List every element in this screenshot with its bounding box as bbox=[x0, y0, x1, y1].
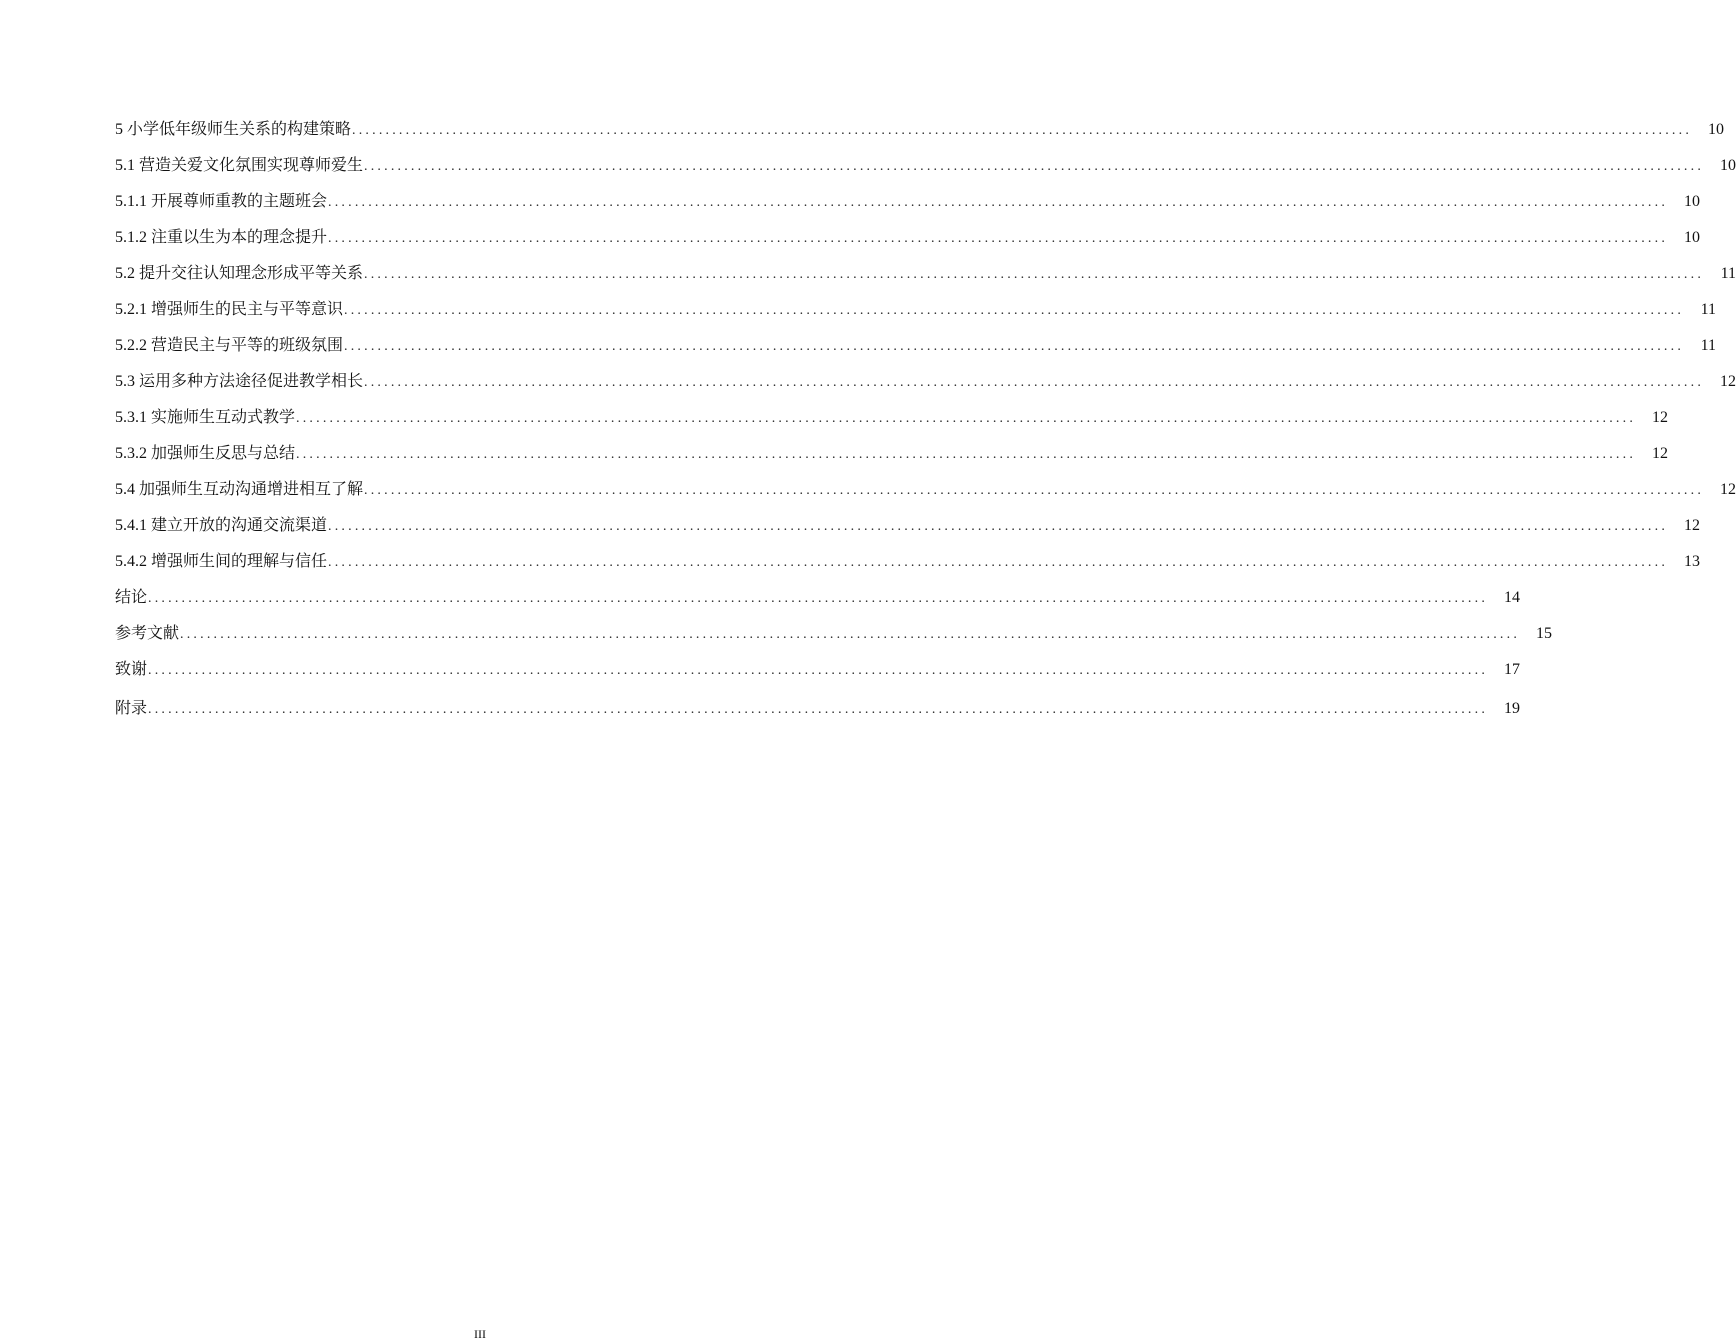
dot-leader: ........................................................................................................................................................................................................ bbox=[148, 663, 1489, 678]
toc-entry-label: 5.3 运用多种方法途径促进教学相长 bbox=[115, 373, 364, 390]
dot-leader: ........................................................................................................................................................................................................ bbox=[364, 267, 1705, 282]
dot-leader: ........................................................................................................................................................................................................ bbox=[352, 123, 1693, 138]
toc-entry-label: 5.3.2 加强师生反思与总结 bbox=[115, 445, 296, 462]
dot-leader: ........................................................................................................................................................................................................ bbox=[364, 375, 1705, 390]
toc-entry-page: 10 bbox=[1720, 157, 1736, 174]
dot-leader: ........................................................................................................................................................................................................ bbox=[148, 702, 1489, 717]
toc-entry-label: 5.4.2 增强师生间的理解与信任 bbox=[115, 553, 328, 570]
dot-leader: ........................................................................................................................................................................................................ bbox=[148, 591, 1489, 606]
toc-entry-label: 5.1.2 注重以生为本的理念提升 bbox=[115, 229, 328, 246]
toc-entry-page: 10 bbox=[1684, 229, 1701, 246]
dot-leader: ........................................................................................................................................................................................................ bbox=[328, 195, 1669, 210]
toc-entry[interactable] bbox=[115, 549, 1701, 585]
toc-entry[interactable] bbox=[115, 441, 1669, 477]
toc-entry-label: 5.4 加强师生互动沟通增进相互了解 bbox=[115, 481, 364, 498]
toc-entry[interactable] bbox=[115, 153, 1736, 189]
toc-entry[interactable] bbox=[115, 585, 1521, 621]
toc-entry-label: 致谢 bbox=[115, 661, 148, 678]
toc-entry[interactable] bbox=[115, 297, 1717, 333]
toc-entry[interactable] bbox=[115, 369, 1736, 405]
toc-entry-label: 5.4.1 建立开放的沟通交流渠道 bbox=[115, 517, 328, 534]
toc-entry-label: 结论 bbox=[115, 589, 148, 606]
toc-entry[interactable] bbox=[115, 189, 1701, 225]
toc-entry-page: 11 bbox=[1720, 265, 1736, 282]
toc-entry-label: 5.1 营造关爱文化氛围实现尊师爱生 bbox=[115, 157, 364, 174]
toc-entry-page: 12 bbox=[1652, 445, 1669, 462]
toc-entry-page: 11 bbox=[1700, 301, 1717, 318]
toc-entry-label: 参考文献 bbox=[115, 625, 180, 642]
dot-leader: ........................................................................................................................................................................................................ bbox=[328, 231, 1669, 246]
dot-leader: ........................................................................................................................................................................................................ bbox=[344, 303, 1685, 318]
toc-entry[interactable] bbox=[115, 225, 1701, 261]
toc-entry-page: 13 bbox=[1684, 553, 1701, 570]
toc-entry-page: 19 bbox=[1504, 700, 1521, 717]
toc-entry-label: 5.2 提升交往认知理念形成平等关系 bbox=[115, 265, 364, 282]
dot-leader: ........................................................................................................................................................................................................ bbox=[180, 627, 1521, 642]
toc-entry-page: 14 bbox=[1504, 589, 1521, 606]
dot-leader: ........................................................................................................................................................................................................ bbox=[328, 555, 1669, 570]
dot-leader: ........................................................................................................................................................................................................ bbox=[344, 339, 1685, 354]
toc-entry[interactable] bbox=[115, 513, 1701, 549]
toc-entry[interactable] bbox=[115, 696, 1521, 732]
toc-entry[interactable] bbox=[115, 621, 1553, 657]
toc-entry-label: 5.1.1 开展尊师重教的主题班会 bbox=[115, 193, 328, 210]
toc-entry-page: 12 bbox=[1720, 481, 1736, 498]
dot-leader: ........................................................................................................................................................................................................ bbox=[364, 159, 1705, 174]
dot-leader: ........................................................................................................................................................................................................ bbox=[328, 519, 1669, 534]
toc-entry-page: 17 bbox=[1504, 661, 1521, 678]
toc-entry[interactable] bbox=[115, 477, 1736, 513]
toc-entry-page: 11 bbox=[1700, 337, 1717, 354]
dot-leader: ........................................................................................................................................................................................................ bbox=[296, 447, 1637, 462]
toc-entry-label: 附录 bbox=[115, 700, 148, 717]
dot-leader: ........................................................................................................................................................................................................ bbox=[296, 411, 1637, 426]
toc-entry-page: 10 bbox=[1684, 193, 1701, 210]
toc-entry-label: 5.3.1 实施师生互动式教学 bbox=[115, 409, 296, 426]
toc-entry-page: 10 bbox=[1708, 121, 1725, 138]
toc-entry[interactable] bbox=[115, 405, 1669, 441]
toc-entry[interactable] bbox=[115, 333, 1717, 369]
toc-entry[interactable] bbox=[115, 117, 1725, 153]
toc-entry-label: 5 小学低年级师生关系的构建策略 bbox=[115, 121, 352, 138]
toc-entry-page: 15 bbox=[1536, 625, 1553, 642]
toc-entry-page: 12 bbox=[1684, 517, 1701, 534]
toc-entry-label: 5.2.2 营造民主与平等的班级氛围 bbox=[115, 337, 344, 354]
page-number: III bbox=[474, 1327, 486, 1341]
toc-entry[interactable] bbox=[115, 657, 1521, 693]
toc-entry[interactable] bbox=[115, 261, 1736, 297]
toc-entry-page: 12 bbox=[1720, 373, 1736, 390]
toc-entry-label: 5.2.1 增强师生的民主与平等意识 bbox=[115, 301, 344, 318]
table-of-contents bbox=[115, 117, 1736, 732]
toc-entry-page: 12 bbox=[1652, 409, 1669, 426]
dot-leader: ........................................................................................................................................................................................................ bbox=[364, 483, 1705, 498]
